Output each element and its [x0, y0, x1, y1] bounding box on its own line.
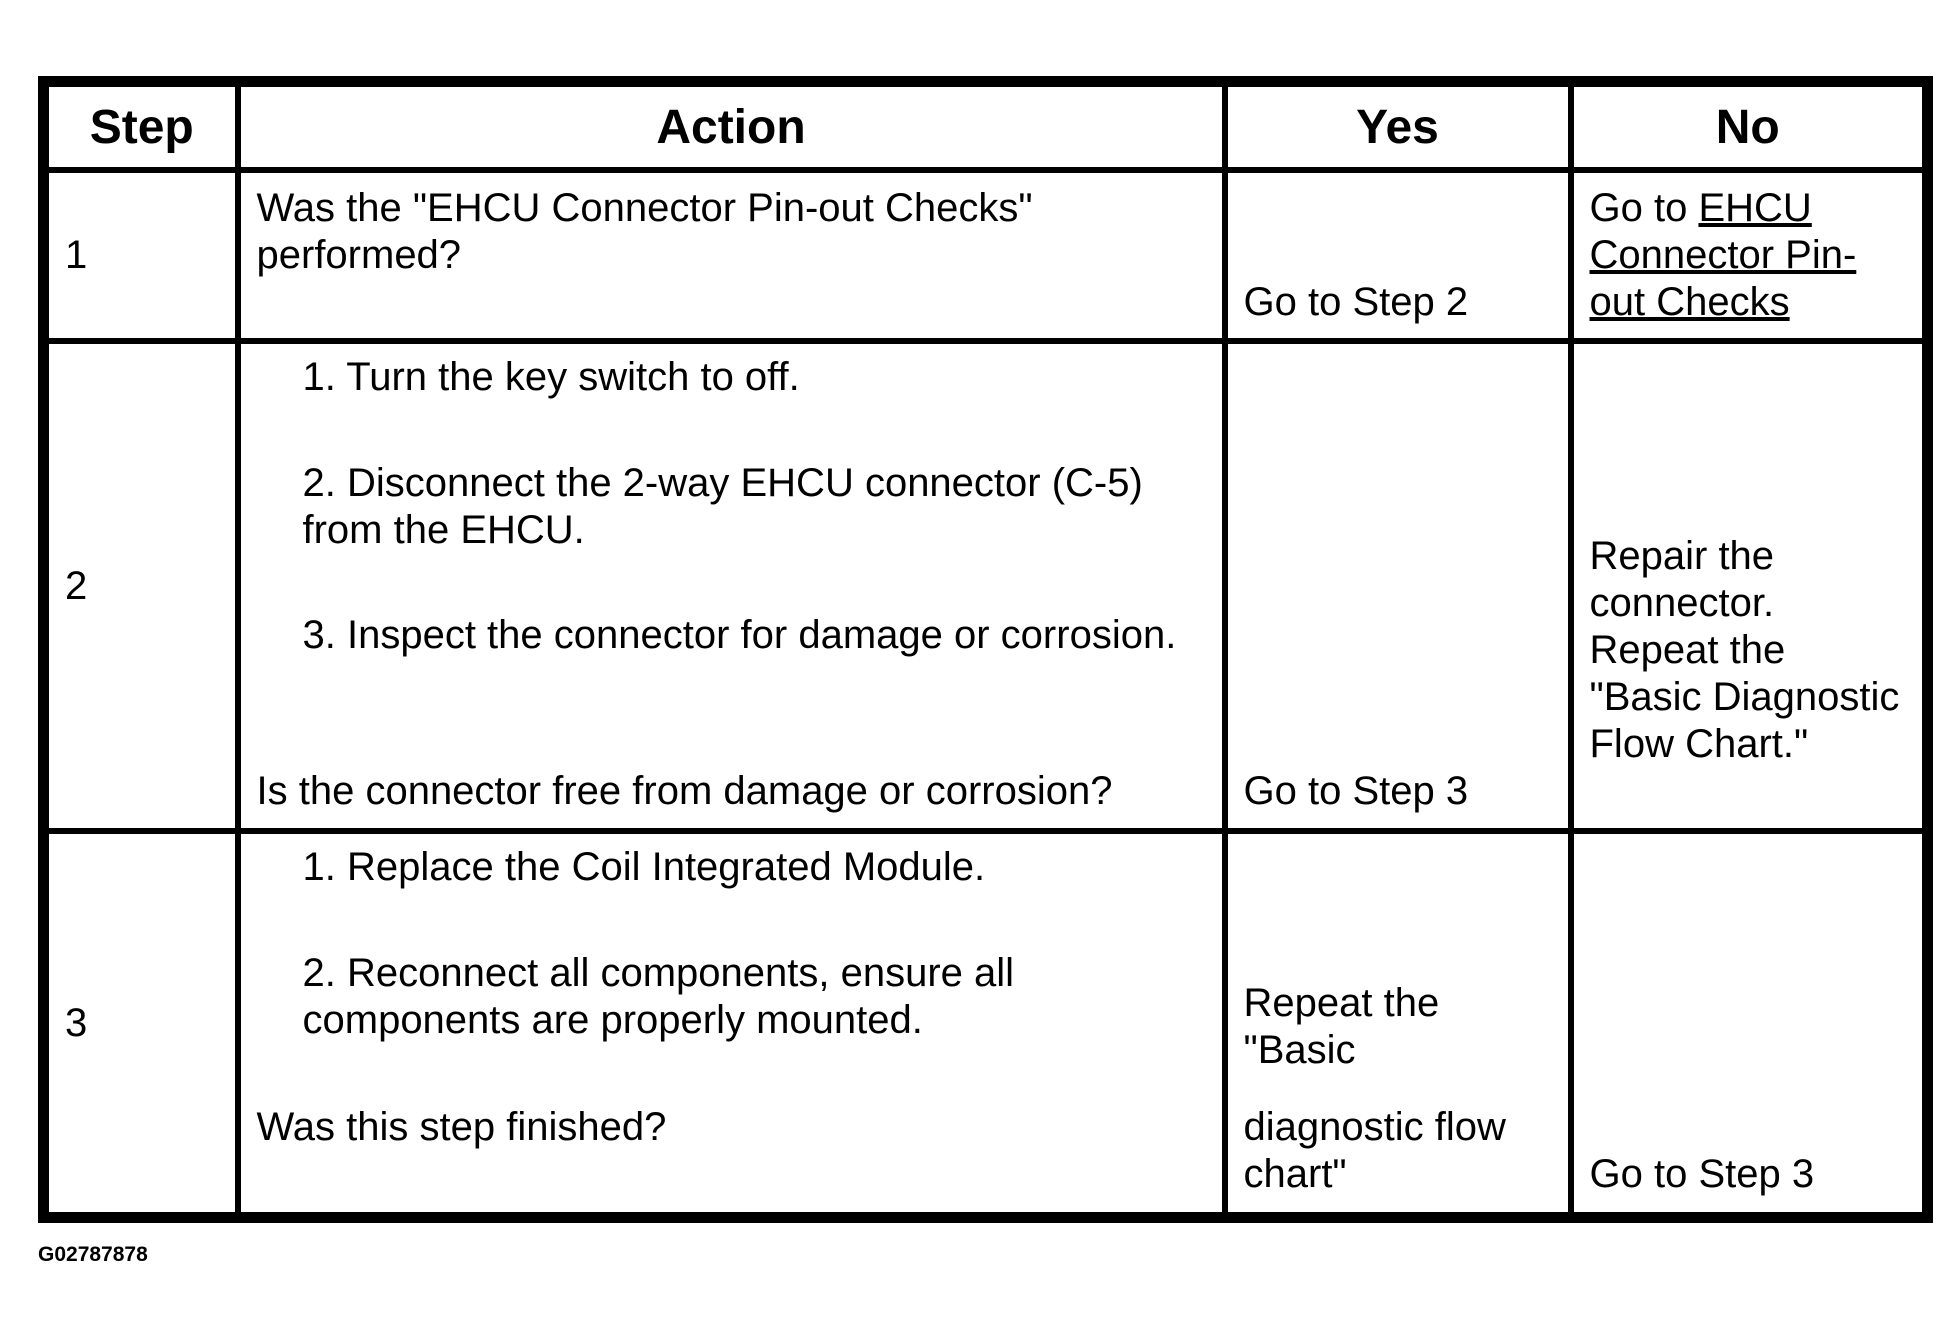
yes-cell	[1225, 831, 1571, 1218]
pinout-checks-link[interactable]: EHCU Connector Pin-out Checks	[1589, 186, 1857, 324]
header-step: Step	[44, 82, 238, 171]
action-step: 2. Disconnect the 2-way EHCU connector (C-5) from the EHCU.	[302, 461, 1143, 552]
yes-result-part2: diagnostic flow chart"	[1243, 1105, 1506, 1196]
no-result	[1590, 185, 1907, 326]
header-no: No	[1571, 82, 1928, 171]
no-result-prefix: Go to	[1589, 186, 1699, 230]
yes-cell	[1225, 341, 1571, 831]
no-cell	[1571, 341, 1928, 831]
action-step: 2. Reconnect all components, ensure all components are properly mounted.	[302, 951, 1015, 1042]
figure-id: G02787878	[38, 1243, 148, 1266]
no-result: Go to Step 3	[1589, 1152, 1815, 1196]
header-yes: Yes	[1225, 82, 1571, 171]
header-row	[44, 82, 1928, 171]
action-cell	[238, 170, 1225, 341]
header-action: Action	[238, 82, 1225, 171]
step-number: 2	[44, 341, 238, 831]
action-question: Is the connector free from damage or corrosion?	[256, 769, 1113, 813]
yes-result-part1: Repeat the "Basic	[1243, 981, 1440, 1072]
diagnostic-table	[38, 76, 1933, 1223]
table-row	[44, 341, 1928, 831]
action-step: 1. Turn the key switch to off.	[302, 355, 800, 399]
action-question: Was the "EHCU Connector Pin-out Checks" performed?	[256, 186, 1033, 277]
action-step: 1. Replace the Coil Integrated Module.	[302, 845, 986, 889]
step-number: 1	[44, 170, 238, 341]
action-cell	[238, 341, 1225, 831]
table-row	[44, 170, 1928, 341]
table-row	[44, 831, 1928, 1218]
no-cell	[1571, 831, 1928, 1218]
action-step: 3. Inspect the connector for damage or corrosion.	[302, 613, 1177, 657]
no-result: Repair the connector. Repeat the "Basic Diagnostic Flow Chart."	[1589, 534, 1900, 766]
yes-result: Go to Step 3	[1243, 769, 1469, 813]
action-cell	[238, 831, 1225, 1218]
yes-cell	[1225, 170, 1571, 341]
yes-result: Go to Step 2	[1243, 280, 1469, 324]
step-number: 3	[44, 831, 238, 1218]
action-question: Was this step finished?	[256, 1105, 667, 1149]
no-cell	[1571, 170, 1928, 341]
